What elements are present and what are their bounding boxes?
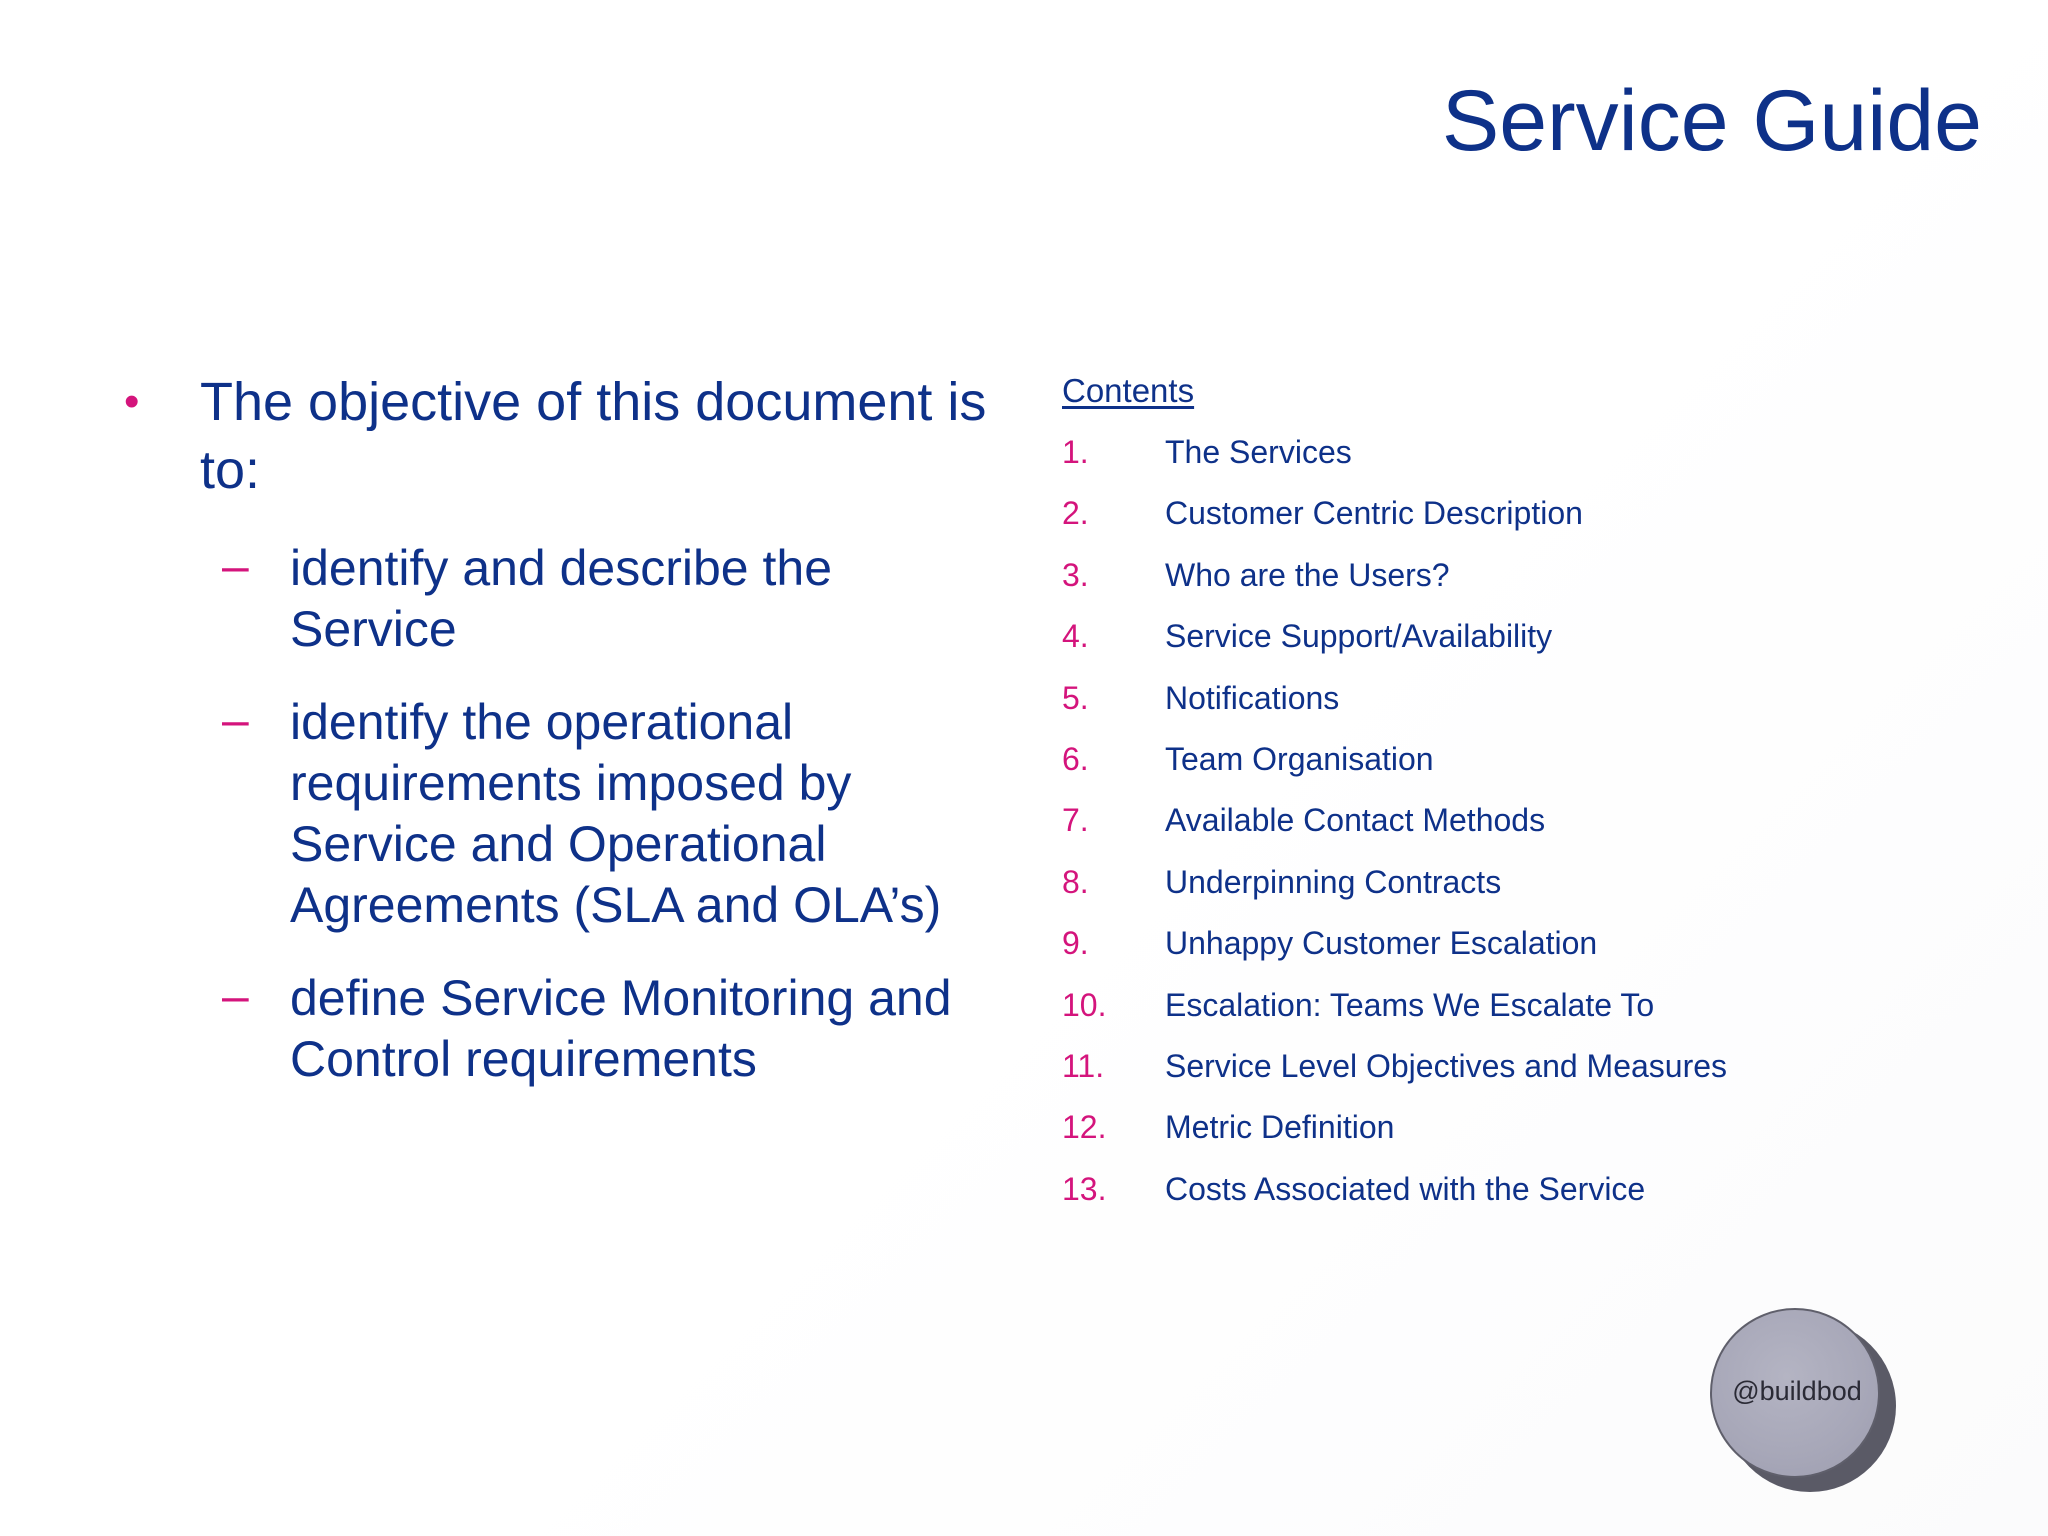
objective-points <box>100 538 1000 1090</box>
contents-item <box>1062 922 1962 983</box>
contents-item-number: 7. <box>1062 802 1089 839</box>
dash-marker: – <box>222 540 249 593</box>
objective-point <box>100 968 1000 1090</box>
contents-list <box>1062 431 1962 1229</box>
contents-item <box>1062 677 1962 738</box>
contents-item-label: Who are the Users? <box>1165 556 1450 593</box>
contents-item-label: Service Level Objectives and Measures <box>1165 1047 1728 1084</box>
contents-item-label: Available Contact Methods <box>1165 802 1546 839</box>
contents-item-number: 2. <box>1062 495 1089 532</box>
contents-item-label: Costs Associated with the Service <box>1165 1170 1646 1207</box>
contents-item-number: 8. <box>1062 863 1089 900</box>
contents-item <box>1062 554 1962 615</box>
objective-point <box>100 538 1000 660</box>
contents-item-number: 13. <box>1062 1170 1107 1207</box>
contents-item <box>1062 1168 1962 1229</box>
contents-item-number: 1. <box>1062 434 1089 470</box>
contents-item <box>1062 615 1962 676</box>
dash-marker: – <box>222 694 249 747</box>
contents-item-label: Metric Definition <box>1165 1109 1395 1146</box>
badge-disc <box>1710 1308 1880 1478</box>
contents-item <box>1062 492 1962 553</box>
author-badge <box>1710 1308 1896 1494</box>
bullet-marker: • <box>124 377 140 426</box>
contents-item-number: 9. <box>1062 925 1089 962</box>
contents-item-label: Notifications <box>1165 679 1340 716</box>
contents-item-number: 3. <box>1062 556 1089 593</box>
badge-handle: @buildbod <box>1732 1376 1862 1406</box>
contents-item-number: 11. <box>1062 1047 1105 1084</box>
contents-item-number: 12. <box>1062 1109 1107 1146</box>
contents-item <box>1062 799 1962 860</box>
contents-item-label: The Services <box>1165 434 1352 470</box>
contents-heading: Contents <box>1062 372 1195 409</box>
contents-item <box>1062 738 1962 799</box>
contents-item-label: Team Organisation <box>1165 740 1434 777</box>
contents-item-number: 4. <box>1062 618 1089 655</box>
contents-item-label: Service Support/Availability <box>1165 618 1553 655</box>
contents-item-number: 5. <box>1062 679 1089 716</box>
contents-item <box>1062 861 1962 922</box>
objective-bullet <box>100 368 1000 504</box>
objective-intro: The objective of this document is to: <box>200 372 987 500</box>
objective-point-text: identify and describe the Service <box>290 540 833 657</box>
contents-item <box>1062 431 1962 492</box>
contents-item-label: Underpinning Contracts <box>1165 863 1502 900</box>
objective-point-text: identify the operational requirements imposed by Service and Operational Agreements (SLA and OLA’s) <box>290 694 942 933</box>
contents-item-label: Escalation: Teams We Escalate To <box>1165 986 1655 1023</box>
dash-marker: – <box>222 970 249 1023</box>
contents-item-label: Unhappy Customer Escalation <box>1165 925 1598 962</box>
slide-title: Service Guide <box>1441 73 1982 169</box>
objective-point-text: define Service Monitoring and Control requirements <box>290 970 952 1087</box>
contents-item <box>1062 984 1962 1045</box>
contents-item <box>1062 1106 1962 1167</box>
contents-section <box>1062 370 1962 1229</box>
contents-item-number: 6. <box>1062 740 1089 777</box>
contents-item <box>1062 1045 1962 1106</box>
contents-item-number: 10. <box>1062 986 1107 1023</box>
contents-item-label: Customer Centric Description <box>1165 495 1583 532</box>
objective-point <box>100 692 1000 936</box>
objective-section <box>100 368 1000 1122</box>
